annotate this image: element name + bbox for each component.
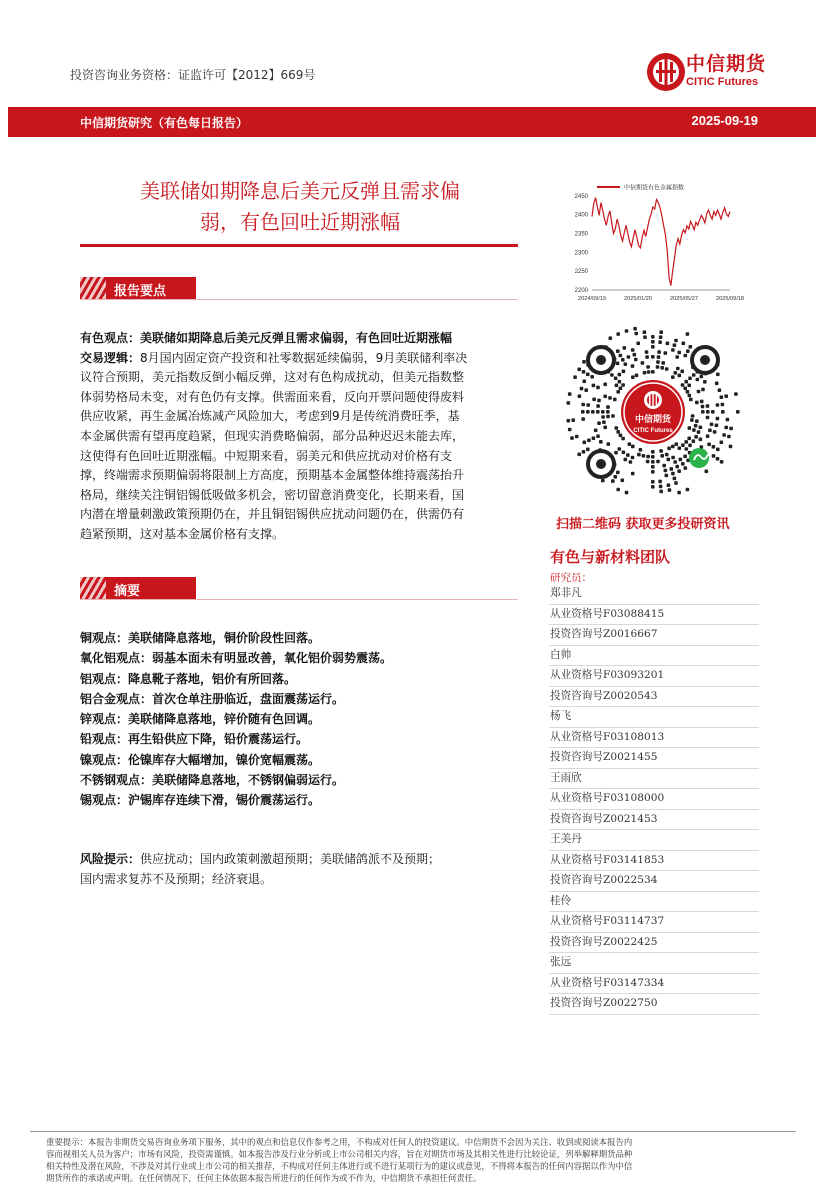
- report-banner: [8, 107, 816, 137]
- staff-entry: 投资咨询号Z0020543: [549, 687, 759, 708]
- risk-warning: 风险提示：供应扰动；国内政策刺激超预期；美联储鸽派不及预期； 国内需求复苏不及预期；经济衰退。: [80, 852, 441, 886]
- report-series: 中信期货研究（有色每日报告）: [80, 116, 249, 130]
- key-points-body: [80, 329, 520, 545]
- y-tick-label: 2350: [574, 231, 588, 238]
- section-heading-summary: [80, 577, 196, 599]
- staff-entry: 王美丹: [549, 830, 759, 851]
- disclaimer: 重要提示：本报告非期货交易咨询业务项下服务，其中的观点和信息仅作参考之用，不构成对任何人的投资建议。中信期货不会因为关注、收到或阅读本报告内 容而视相关人员为客户；市场有风险，投资需谨慎。如本报告涉及行业分析或上市公司相关内容，旨在对期货市场及其相关性进行比较论证，列举解释期货品种 相关特性及潜在风险，不涉及对其行业或上市公司的相关推荐，不构成对任何主体进行或不进行某项行为的建议或意见，不得将本报告的任何内容据以作为中信 期货所作的承诺或声明。在任何情况下，任何主体依据本报告所进行的任何作为或不作为，中信期货不承担任何责任。: [46, 1137, 633, 1183]
- summary-item: 铜观点：美联储降息落地，铜价阶段性回落。: [80, 631, 321, 645]
- qr-code-icon: [563, 322, 743, 502]
- summary-item: 铝观点：降息靴子落地，铝价有所回落。: [80, 671, 297, 686]
- logic-line: 格局，继续关注铜铝锡低吸做多机会，密切留意消费变化，长期来看，国: [80, 487, 465, 502]
- staff-entry: 从业资格号F03088415: [549, 605, 759, 626]
- staff-entry: 张远: [549, 953, 759, 974]
- summary-item: 氧化铝观点：弱基本面未有明显改善，氧化铝价弱势震荡。: [80, 651, 393, 666]
- report-title-line2: 弱，有色回吐近期涨幅: [200, 210, 400, 234]
- x-tick-label: 2025/05/27: [670, 296, 698, 302]
- team-name: 有色与新材料团队: [550, 548, 671, 566]
- qr-logo-en: CITIC Futures: [633, 428, 673, 434]
- x-tick-label: 2025/01/20: [624, 296, 652, 302]
- scan-qr-caption: 扫描二维码 获取更多投研资讯: [556, 517, 730, 532]
- legend-label: 中信期货有色金属指数: [624, 184, 685, 192]
- staff-entry: 从业资格号F03114737: [549, 912, 759, 933]
- logic-line: 这使得有色回吐近期涨幅。中短期来看，弱美元和供应扰动对价格有支: [80, 448, 453, 463]
- staff-entry: 桂伶: [549, 892, 759, 913]
- qr-logo-cn: 中信期货: [634, 415, 672, 425]
- stripe-decoration-icon: [80, 277, 106, 299]
- logic-line: 体弱势格局未变，对有色仍有支撑。供需面来看，反向开票问题使得废料: [80, 389, 465, 404]
- title-divider: [80, 244, 518, 247]
- logo-name-cn: 中信期货: [686, 53, 767, 75]
- section-heading-label: 摘要: [114, 584, 141, 599]
- report-date: 2025-09-19: [691, 113, 758, 128]
- x-tick-label: 2025/09/18: [716, 296, 744, 302]
- staff-entry: 投资咨询号Z0021455: [549, 748, 759, 769]
- summary-item: 铝合金观点：首次仓单注册临近，盘面震荡运行。: [80, 691, 345, 706]
- staff-entry: 杨飞: [549, 707, 759, 728]
- summary-item: 不锈钢观点：美联储降息落地，不锈钢偏弱运行。: [80, 773, 345, 788]
- researcher-label: 研究员：: [550, 572, 592, 584]
- footer-divider: [30, 1131, 796, 1132]
- staff-entry: 投资咨询号Z0022425: [549, 933, 759, 954]
- staff-entry: 从业资格号F03147334: [549, 974, 759, 995]
- staff-entry: 白帅: [549, 646, 759, 667]
- summary-item: 铅观点：再生铅供应下降，铅价震荡运行。: [80, 732, 309, 747]
- y-tick-label: 2400: [574, 212, 588, 219]
- logic-line: 内潜在增量刺激政策预期仍在，并且铜铝锡供应扰动问题仍在，供需仍有: [80, 507, 465, 522]
- y-tick-label: 2300: [574, 250, 588, 257]
- logo-name-en: CITIC Futures: [686, 76, 759, 88]
- staff-entry: 投资咨询号Z0022534: [549, 871, 759, 892]
- summary-item: 锌观点：美联储降息落地，锌价随有色回调。: [80, 712, 321, 727]
- section-heading-label: 报告要点: [114, 284, 167, 299]
- summary-item: 锡观点：沪锡库存连续下滑，锡价震荡运行。: [80, 793, 321, 808]
- report-title: [80, 176, 520, 238]
- logic-line: 撑，终端需求预期偏弱将限制上方高度，预期基本金属整体维持震荡抬升: [80, 468, 465, 483]
- y-tick-label: 2450: [574, 193, 588, 200]
- metal-index-chart: [560, 180, 760, 310]
- series-line: [592, 198, 730, 286]
- staff-entry: 从业资格号F03141853: [549, 851, 759, 872]
- staff-entry: 从业资格号F03108013: [549, 728, 759, 749]
- summary-list: [80, 628, 520, 811]
- logic-line: 议符合预期，美元指数反倒小幅反弹，这对有色构成扰动，但美元指数整: [80, 370, 465, 385]
- section-heading-key-points: [80, 277, 196, 299]
- x-tick-label: 2024/09/19: [578, 296, 606, 302]
- logic-line: 供应收紧，再生金属冶炼减产风险加大，考虑到9月是传统消费旺季，基: [80, 409, 460, 424]
- staff-entry: 投资咨询号Z0022750: [549, 994, 759, 1015]
- staff-entry: 投资咨询号Z0016667: [549, 625, 759, 646]
- staff-entry: 投资咨询号Z0021453: [549, 810, 759, 831]
- risk-label: 风险提示：: [80, 852, 141, 866]
- stripe-decoration-icon: [80, 577, 106, 599]
- logic-line: 趋紧预期，这对基本金属价格有支撑。: [80, 526, 285, 541]
- staff-entry: 从业资格号F03108000: [549, 789, 759, 810]
- logic-line: 交易逻辑：8月国内固定资产投资和社零数据延续偏弱，9月美联储利率决: [80, 350, 468, 365]
- staff-entry: 从业资格号F03093201: [549, 666, 759, 687]
- view-line: 有色观点：美联储如期降息后美元反弹且需求偏弱，有色回吐近期涨幅: [80, 331, 453, 345]
- summary-item: 镍观点：伦镍库存大幅增加，镍价宽幅震荡。: [80, 752, 321, 767]
- section-divider: [80, 299, 518, 300]
- section-divider: [80, 599, 518, 600]
- staff-entry: 王雨欣: [549, 769, 759, 790]
- qualification-text: 投资咨询业务资格：证监许可【2012】669号: [70, 68, 316, 82]
- report-title-line1: 美联储如期降息后美元反弹且需求偏: [140, 179, 460, 203]
- logic-line: 本金属供需有望再度趋紧，但现实消费略偏弱，部分品种迟迟未能去库，: [80, 428, 465, 443]
- y-tick-label: 2200: [574, 288, 588, 294]
- staff-list: [549, 584, 759, 1015]
- y-tick-label: 2250: [574, 269, 588, 276]
- staff-entry: 郑非凡: [549, 584, 759, 605]
